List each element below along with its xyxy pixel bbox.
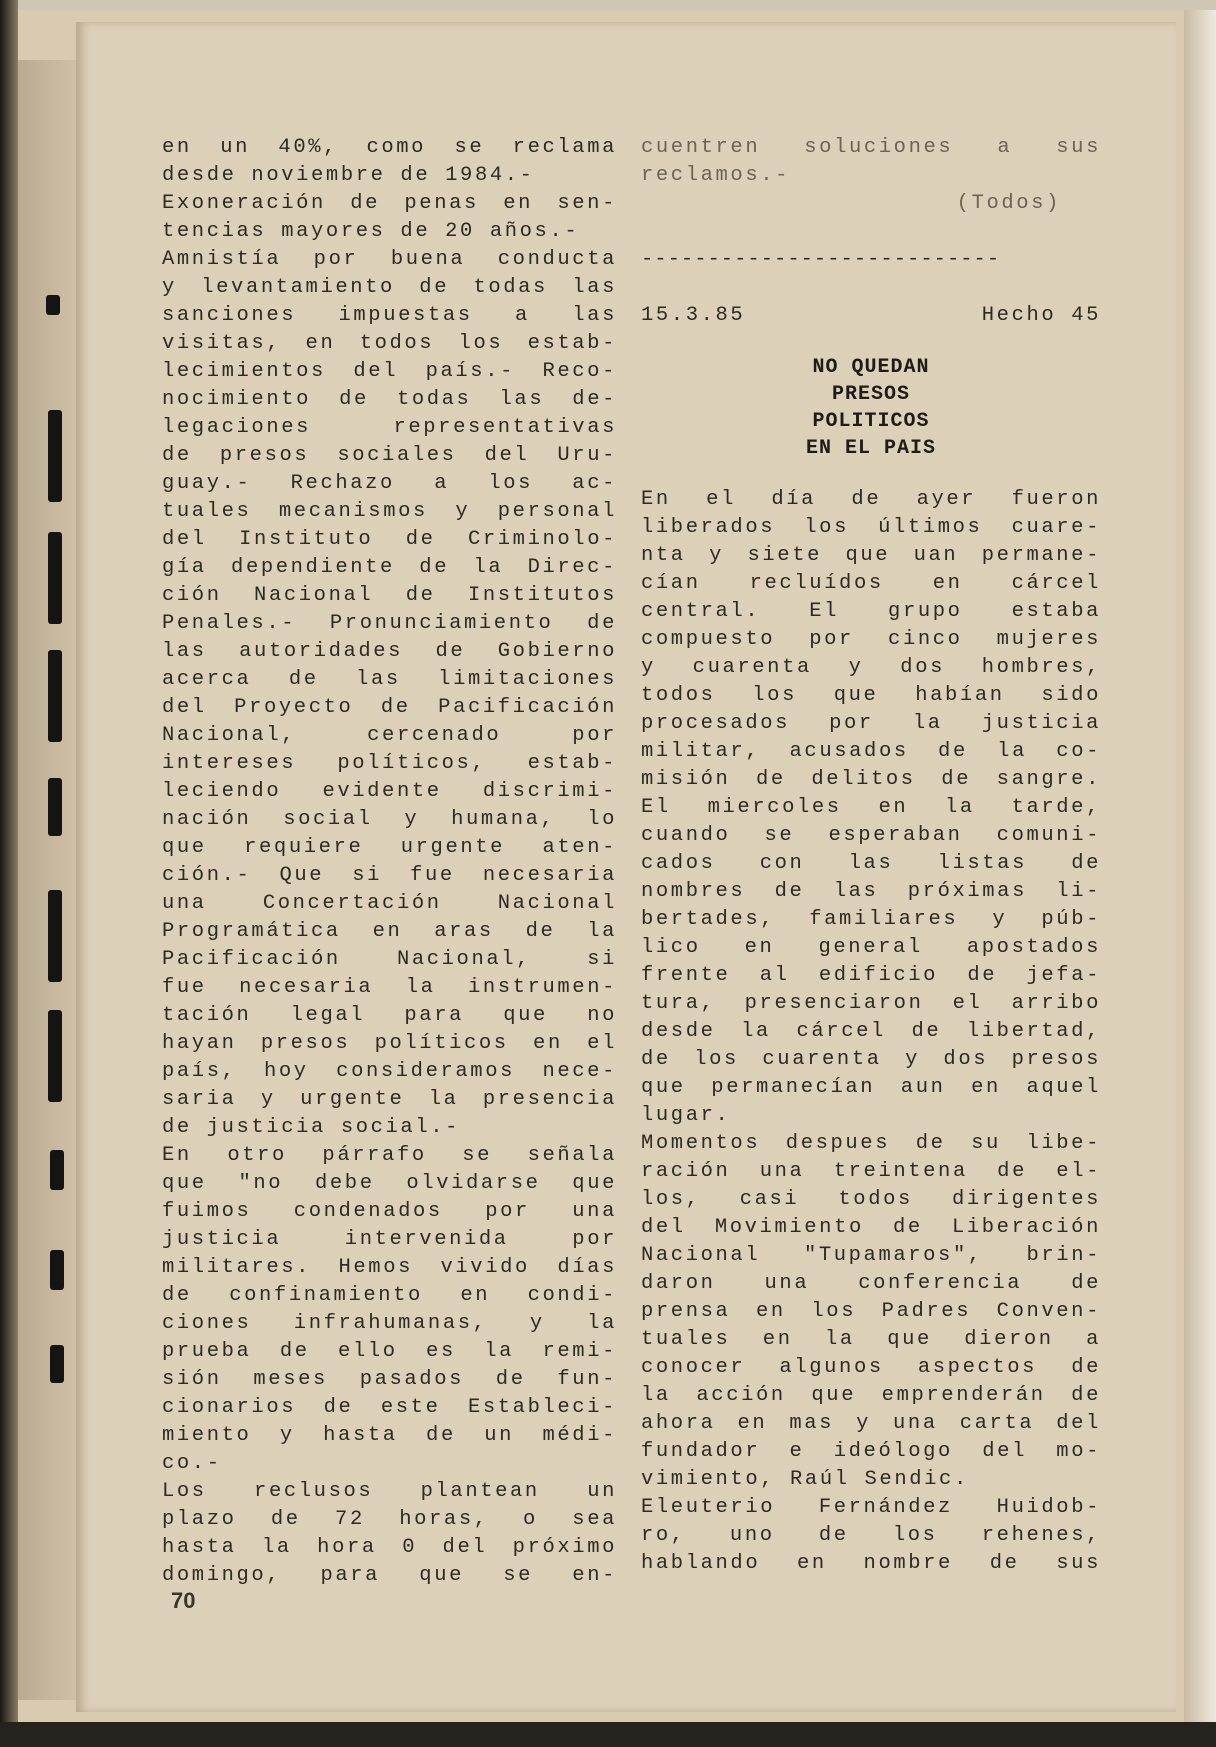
text-line: tuales en la que dieron a — [641, 1328, 1101, 1351]
text-line: hasta la hora 0 del próximo — [162, 1536, 617, 1559]
text-line: tura, presenciaron el arribo — [641, 992, 1101, 1015]
text-line: Exoneración de penas en sen- — [162, 192, 617, 215]
text-line: todos los que habían sido — [641, 684, 1101, 707]
scan-left-edge — [0, 0, 18, 1747]
text-line: compuesto por cinco mujeres — [641, 628, 1101, 651]
text-line: del Proyecto de Pacificación — [162, 696, 617, 719]
spacer — [641, 274, 1101, 302]
text-line: de confinamiento en condi- — [162, 1284, 617, 1307]
text-line: vimiento, Raúl Sendic. — [641, 1468, 969, 1491]
text-line: Nacional, cercenado por — [162, 724, 617, 747]
binding-mark — [46, 295, 60, 315]
text-line: ro, uno de los rehenes, — [641, 1524, 1101, 1547]
text-line: y cuarenta y dos hombres, — [641, 656, 1101, 679]
text-line: nación social y humana, lo — [162, 808, 617, 831]
page-right-edge — [1184, 10, 1216, 1722]
text-line: los, casi todos dirigentes — [641, 1188, 1101, 1211]
text-line: las autoridades de Gobierno — [162, 640, 617, 663]
item-date: 15.3.85 — [641, 304, 746, 327]
headline-line: EN EL PAIS — [805, 437, 937, 460]
binding-mark — [50, 1150, 64, 1190]
section-separator: --------------------------- — [641, 248, 1001, 271]
binding-mark — [48, 1010, 62, 1102]
text-line: cían recluídos en cárcel — [641, 572, 1101, 595]
text-line: saria y urgente la presencia — [162, 1088, 617, 1111]
text-line: Los reclusos plantean un — [162, 1480, 617, 1503]
text-line: de los cuarenta y dos presos — [641, 1048, 1101, 1071]
text-line: ciones infrahumanas, y la — [162, 1312, 617, 1335]
text-line: que requiere urgente aten- — [162, 836, 617, 859]
headline-line: PRESOS — [831, 383, 910, 406]
text-line: la acción que emprenderán de — [641, 1384, 1101, 1407]
text-line: tación legal para que no — [162, 1004, 617, 1027]
text-line: daron una conferencia de — [641, 1272, 1101, 1295]
text-line: intereses políticos, estab- — [162, 752, 617, 775]
text-line: acerca de las limitaciones — [162, 668, 617, 691]
text-line: cuando se esperaban comuni- — [641, 824, 1101, 847]
text-line: nocimiento de todas las de- — [162, 388, 617, 411]
text-line: Pacificación Nacional, si — [162, 948, 617, 971]
text-line: prueba de ello es la remi- — [162, 1340, 617, 1363]
item-header — [641, 302, 1101, 330]
text-line: Momentos despues de su libe- — [641, 1132, 1101, 1155]
text-line: fundador e ideólogo del mo- — [641, 1440, 1101, 1463]
text-line: hayan presos políticos en el — [162, 1032, 617, 1055]
text-line: que permanecían aun en aquel — [641, 1076, 1101, 1099]
binding-mark — [48, 650, 62, 742]
text-line: nombres de las próximas li- — [641, 880, 1101, 903]
text-line: nta y siete que uan permane- — [641, 544, 1101, 567]
page-number: 70 — [171, 1588, 196, 1613]
text-line: gía dependiente de la Direc- — [162, 556, 617, 579]
text-line: ción Nacional de Institutos — [162, 584, 617, 607]
text-line: Amnistía por buena conducta — [162, 248, 617, 271]
text-line: cados con las listas de — [641, 852, 1101, 875]
text-line: Penales.- Pronunciamiento de — [162, 612, 617, 635]
text-line: que "no debe olvidarse que — [162, 1172, 617, 1195]
text-line: ahora en mas y una carta del — [641, 1412, 1101, 1435]
text-line: procesados por la justicia — [641, 712, 1101, 735]
signature: (Todos) — [956, 192, 1061, 215]
text-line: legaciones representativas — [162, 416, 617, 439]
text-line: Nacional "Tupamaros", brin- — [641, 1244, 1101, 1267]
text-line: Eleuterio Fernández Huidob- — [641, 1496, 1101, 1519]
text-line: En el día de ayer fueron — [641, 488, 1101, 511]
text-line: justicia intervenida por — [162, 1228, 617, 1251]
text-line: país, hoy consideramos nece- — [162, 1060, 617, 1083]
article-body — [641, 486, 1101, 1578]
headline-line: NO QUEDAN — [812, 356, 930, 379]
text-line: de presos sociales del Uru- — [162, 444, 617, 467]
binding-mark — [48, 410, 62, 502]
text-line: guay.- Rechazo a los ac- — [162, 472, 617, 495]
text-line: co.- — [162, 1452, 222, 1475]
headline — [641, 354, 1101, 462]
binding-mark — [50, 1250, 64, 1290]
text-line: ración una treintena de el- — [641, 1160, 1101, 1183]
text-line: fue necesaria la instrumen- — [162, 976, 617, 999]
text-line: del Instituto de Criminolo- — [162, 528, 617, 551]
text-line: En otro párrafo se señala — [162, 1144, 617, 1167]
scan-bottom-edge — [0, 1722, 1216, 1747]
text-line: liberados los últimos cuare- — [641, 516, 1101, 539]
text-line: visitas, en todos los estab- — [162, 332, 617, 355]
text-line: leciendo evidente discrimi- — [162, 780, 617, 803]
text-line: en un 40%, como se reclama — [162, 136, 617, 159]
text-line: conocer algunos aspectos de — [641, 1356, 1101, 1379]
text-line: frente al edificio de jefa- — [641, 964, 1101, 987]
text-line: una Concertación Nacional — [162, 892, 617, 915]
binding-mark — [48, 532, 62, 624]
text-line: del Movimiento de Liberación — [641, 1216, 1101, 1239]
text-line: militar, acusados de la co- — [641, 740, 1101, 763]
text-line: bertades, familiares y púb- — [641, 908, 1101, 931]
text-line: fuimos condenados por una — [162, 1200, 617, 1223]
text-line: desde la cárcel de libertad, — [641, 1020, 1101, 1043]
binding-mark — [50, 1345, 64, 1383]
text-line: hablando en nombre de sus — [641, 1552, 1101, 1575]
right-text-column — [641, 134, 1101, 1578]
binding-mark — [48, 890, 62, 982]
left-text-column — [162, 134, 617, 1590]
text-line: militares. Hemos vivido días — [162, 1256, 617, 1279]
text-line: plazo de 72 horas, o sea — [162, 1508, 617, 1531]
text-line: tuales mecanismos y personal — [162, 500, 617, 523]
text-line: lugar. — [641, 1104, 731, 1127]
text-line: misión de delitos de sangre. — [641, 768, 1101, 791]
text-line: de justicia social.- — [162, 1116, 461, 1139]
text-line: desde noviembre de 1984.- — [162, 164, 535, 187]
continuation-line: reclamos.- — [641, 164, 791, 187]
text-line: miento y hasta de un médi- — [162, 1424, 617, 1447]
text-line: cionarios de este Estableci- — [162, 1396, 617, 1419]
text-line: prensa en los Padres Conven- — [641, 1300, 1101, 1323]
text-line: lico en general apostados — [641, 936, 1101, 959]
spacer — [641, 218, 1101, 246]
item-number: Hecho 45 — [981, 304, 1101, 327]
text-line: y levantamiento de todas las — [162, 276, 617, 299]
text-line: sión meses pasados de fun- — [162, 1368, 617, 1391]
headline-line: POLITICOS — [812, 410, 930, 433]
binding-mark — [48, 778, 62, 836]
text-line: sanciones impuestas a las — [162, 304, 617, 327]
text-line: domingo, para que se en- — [162, 1564, 617, 1587]
text-line: El miercoles en la tarde, — [641, 796, 1101, 819]
continuation-line: cuentren soluciones a sus — [641, 136, 1101, 159]
text-line: central. El grupo estaba — [641, 600, 1101, 623]
text-line: ción.- Que si fue necesaria — [162, 864, 617, 887]
text-line: lecimientos del país.- Reco- — [162, 360, 617, 383]
text-line: Programática en aras de la — [162, 920, 617, 943]
text-line: tencias mayores de 20 años.- — [162, 220, 580, 243]
